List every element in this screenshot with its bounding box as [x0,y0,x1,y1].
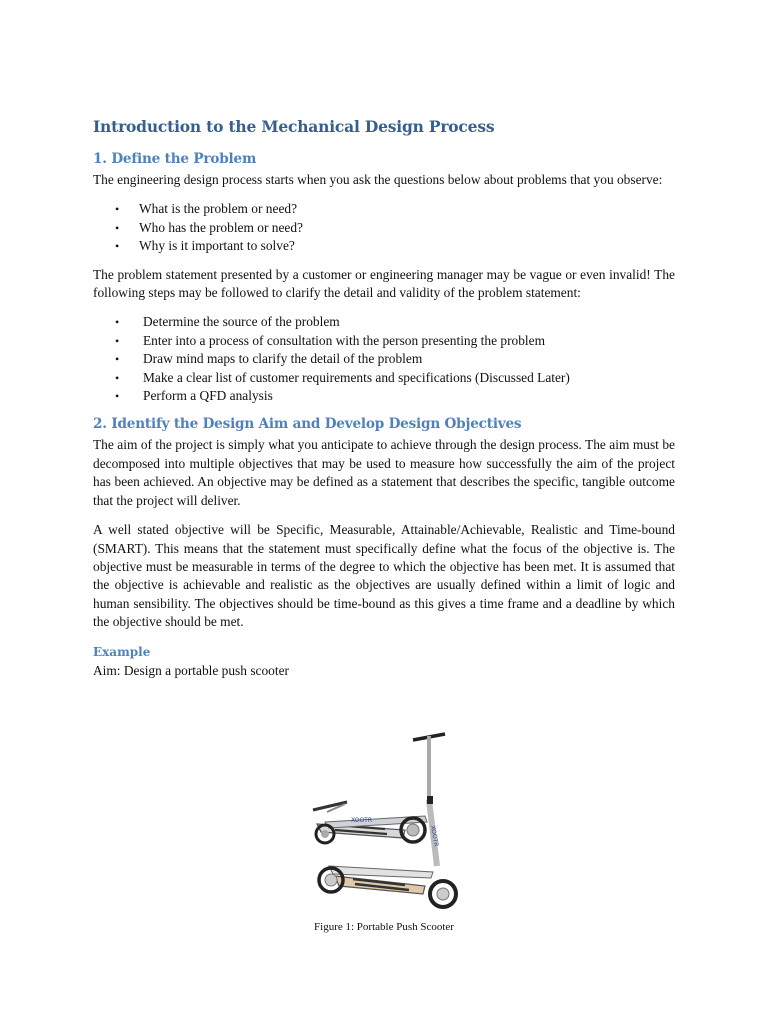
list-item: • Draw mind maps to clarify the detail of the problem [93,350,675,368]
list-item: • Make a clear list of customer requirements and specifications (Discussed Later) [93,369,675,387]
section-heading-define-problem: 1. Define the Problem [93,151,257,167]
steps-list [93,313,675,405]
bullet-icon: • [115,370,120,385]
bullet-icon: • [115,220,120,235]
example-heading: Example [93,644,151,659]
document-title: Introduction to the Mechanical Design Process [93,117,495,136]
aim-paragraph: The aim of the project is simply what you anticipate to achieve through the design process. The aim must be decomposed into multiple objectives that may be used to measure how successfully the aim of the project has been achieved. An objective may be defined as a statement that describes the specific, tangible outcome that the project will deliver. [93,437,675,508]
bullet-icon: • [115,315,120,330]
document-body [93,116,675,680]
brand-text: XOOTR [351,817,373,824]
bullet-icon: • [115,202,120,217]
list-item: • Enter into a process of consultation with the person presenting the problem [93,332,675,350]
svg-text:XOOTR: XOOTR [429,825,440,848]
list-item: • What is the problem or need? [93,200,675,218]
example-aim: Aim: Design a portable push scooter [93,662,289,678]
section-heading-design-aim: 2. Identify the Design Aim and Develop Design Objectives [93,416,522,433]
bullet-icon: • [115,333,120,348]
scooter-image [305,726,465,910]
problem-statement-paragraph: The problem statement presented by a customer or engineering manager may be vague or even invalid! The following steps may be followed to clarify the detail and validity of the problem statement: [93,266,675,301]
smart-paragraph: A well stated objective will be Specific, Measurable, Attainable/Achievable, Realistic and Time-bound (SMART). This means that the statement must specifically define what the focus of the objective is. The objective must be measurable in terms of the degree to which the objective has been met. It is assumed that the objective is achievable and realistic as the objectives are usually defined within a limit of logic and human sensibility. The objectives should be time-bound as this gives a time frame and a deadline by which the objective should be met. [93,522,675,630]
list-item: • Determine the source of the problem [93,313,675,331]
figure-caption: Figure 1: Portable Push Scooter [314,921,454,933]
list-item: • Why is it important to solve? [93,237,675,255]
scooter-figure [305,726,465,910]
list-item: • Perform a QFD analysis [93,387,675,405]
list-item: • Who has the problem or need? [93,219,675,237]
section1-intro: The engineering design process starts when you ask the questions below about problems that you observe: [93,172,663,187]
bullet-icon: • [115,239,120,254]
bullet-icon: • [115,352,120,367]
questions-list [93,200,675,255]
folded-scooter [313,802,427,843]
bullet-icon: • [115,389,120,404]
